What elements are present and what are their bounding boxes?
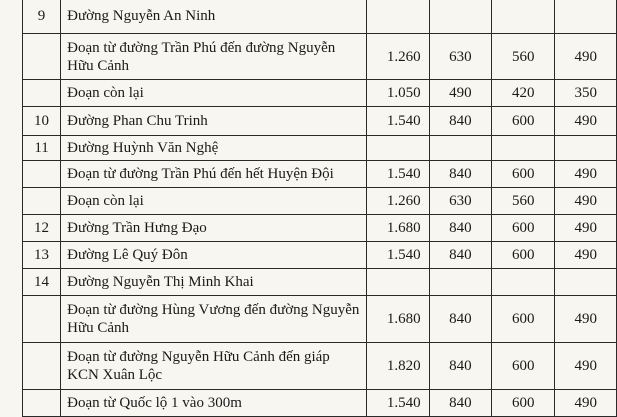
street-name: Đường Nguyễn Thị Minh Khai — [61, 269, 367, 296]
row-number: 12 — [23, 215, 61, 242]
street-name: Đoạn còn lại — [61, 80, 367, 107]
price-position-2: 630 — [429, 188, 491, 215]
row-number — [23, 390, 61, 417]
price-position-2 — [429, 269, 491, 296]
price-position-4: 490 — [555, 343, 617, 390]
price-position-3: 420 — [492, 80, 555, 107]
street-name: Đoạn từ đường Trần Phú đến hết Huyện Đội — [61, 161, 367, 188]
price-position-4: 490 — [555, 215, 617, 242]
street-name: Đoạn từ đường Trần Phú đến đường Nguyễn Hữu Cảnh — [61, 34, 367, 80]
price-position-3: 560 — [492, 34, 555, 80]
table-row — [23, 296, 617, 343]
price-position-1: 1.540 — [367, 107, 429, 136]
row-number — [23, 80, 61, 107]
price-position-3 — [492, 0, 555, 34]
table-row — [23, 107, 617, 136]
price-position-2 — [429, 136, 491, 161]
price-position-2: 630 — [429, 34, 491, 80]
price-position-4: 490 — [555, 296, 617, 343]
table-row — [23, 242, 617, 269]
table-row — [23, 34, 617, 80]
table-row — [23, 269, 617, 296]
price-position-1 — [367, 0, 429, 34]
price-position-3: 600 — [492, 215, 555, 242]
price-position-1: 1.680 — [367, 296, 429, 343]
price-position-3: 600 — [492, 296, 555, 343]
price-position-4 — [555, 0, 617, 34]
price-position-3: 600 — [492, 161, 555, 188]
price-position-3: 600 — [492, 343, 555, 390]
street-name: Đường Trần Hưng Đạo — [61, 215, 367, 242]
row-number — [23, 343, 61, 390]
street-name: Đường Huỳnh Văn Nghệ — [61, 136, 367, 161]
land-price-table — [22, 0, 617, 417]
price-position-1: 1.540 — [367, 161, 429, 188]
price-position-3 — [492, 136, 555, 161]
table-row — [23, 80, 617, 107]
price-position-2: 490 — [429, 80, 491, 107]
price-position-4: 490 — [555, 242, 617, 269]
price-position-3: 600 — [492, 390, 555, 417]
table-row — [23, 390, 617, 417]
price-position-1: 1.820 — [367, 343, 429, 390]
row-number: 13 — [23, 242, 61, 269]
row-number: 9 — [23, 0, 61, 34]
row-number — [23, 188, 61, 215]
price-position-4: 490 — [555, 107, 617, 136]
price-position-4: 490 — [555, 390, 617, 417]
table-row — [23, 215, 617, 242]
row-number: 11 — [23, 136, 61, 161]
price-position-1 — [367, 136, 429, 161]
price-position-1: 1.680 — [367, 215, 429, 242]
price-position-2: 840 — [429, 390, 491, 417]
table-row — [23, 343, 617, 390]
row-number: 14 — [23, 269, 61, 296]
street-name: Đường Phan Chu Trinh — [61, 107, 367, 136]
street-name: Đoạn còn lại — [61, 188, 367, 215]
table-row — [23, 188, 617, 215]
street-name: Đoạn từ Quốc lộ 1 vào 300m — [61, 390, 367, 417]
row-number: 10 — [23, 107, 61, 136]
price-position-2: 840 — [429, 215, 491, 242]
price-position-3 — [492, 269, 555, 296]
price-position-3: 600 — [492, 107, 555, 136]
street-name: Đoạn từ đường Nguyễn Hữu Cảnh đến giáp KCN Xuân Lộc — [61, 343, 367, 390]
table-row — [23, 0, 617, 34]
street-name: Đoạn từ đường Hùng Vương đến đường Nguyễn Hữu Cảnh — [61, 296, 367, 343]
price-position-2: 840 — [429, 343, 491, 390]
row-number — [23, 296, 61, 343]
price-position-1: 1.540 — [367, 390, 429, 417]
table-row — [23, 136, 617, 161]
price-position-1: 1.540 — [367, 242, 429, 269]
price-position-3: 600 — [492, 242, 555, 269]
street-name: Đường Nguyễn An Ninh — [61, 0, 367, 34]
price-position-3: 560 — [492, 188, 555, 215]
price-position-4: 490 — [555, 34, 617, 80]
price-position-2: 840 — [429, 242, 491, 269]
price-position-1: 1.260 — [367, 34, 429, 80]
table-body — [23, 0, 617, 417]
price-position-1 — [367, 269, 429, 296]
street-name: Đường Lê Quý Đôn — [61, 242, 367, 269]
price-position-1: 1.050 — [367, 80, 429, 107]
price-position-4 — [555, 136, 617, 161]
row-number — [23, 161, 61, 188]
table-row — [23, 161, 617, 188]
price-position-4: 490 — [555, 188, 617, 215]
price-position-1: 1.260 — [367, 188, 429, 215]
price-position-2: 840 — [429, 161, 491, 188]
price-position-2: 840 — [429, 296, 491, 343]
price-position-4: 350 — [555, 80, 617, 107]
row-number — [23, 34, 61, 80]
price-position-4: 490 — [555, 161, 617, 188]
price-position-4 — [555, 269, 617, 296]
price-position-2 — [429, 0, 491, 34]
price-position-2: 840 — [429, 107, 491, 136]
